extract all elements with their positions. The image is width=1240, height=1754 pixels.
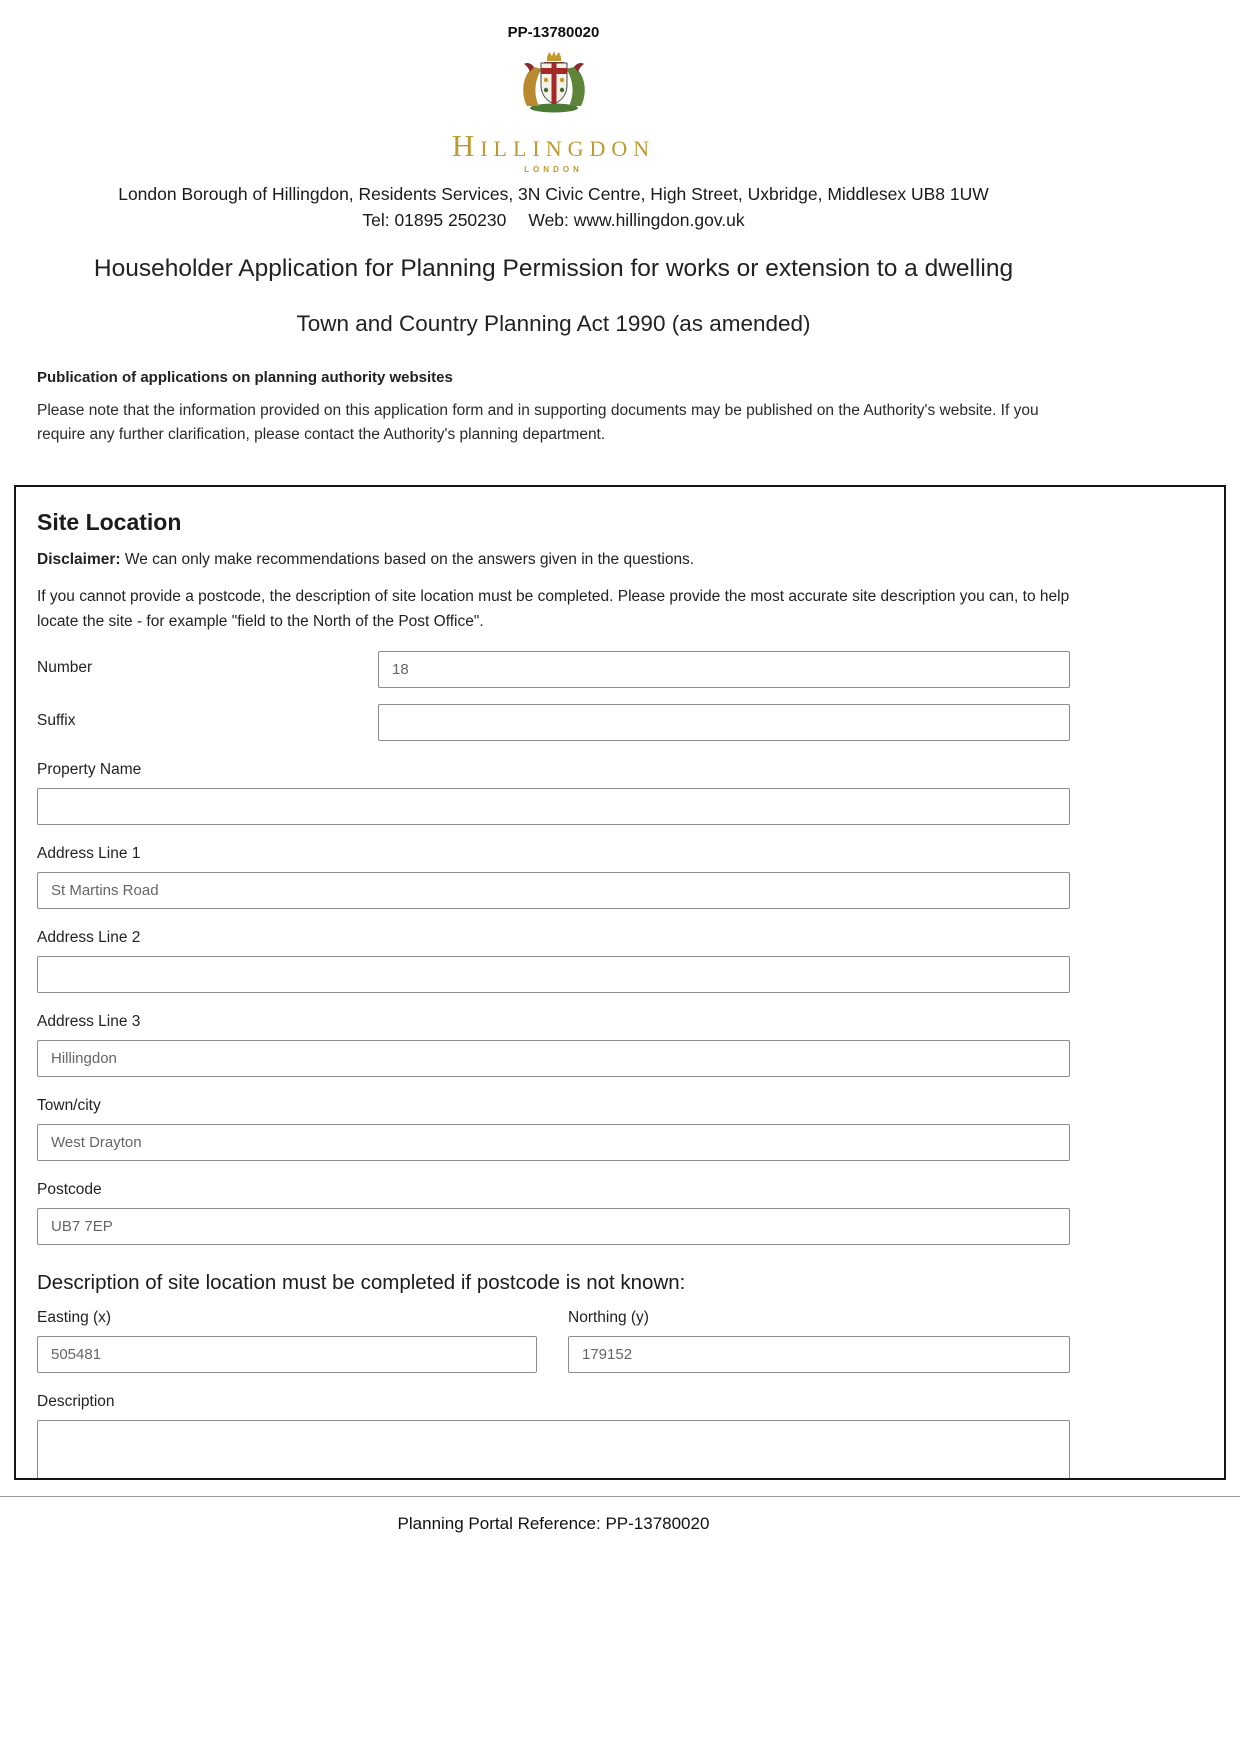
number-input[interactable] — [378, 651, 1070, 688]
field-address-line-1 — [37, 845, 1070, 909]
field-row-suffix — [37, 704, 1070, 741]
field-address-line-2 — [37, 929, 1070, 993]
northing-label: Northing (y) — [568, 1308, 649, 1326]
address-line-1-label: Address Line 1 — [37, 844, 141, 862]
field-property-name — [37, 761, 1070, 825]
description-requirement-heading: Description of site location must be completed if postcode is not known: — [37, 1270, 686, 1294]
disclaimer-text — [37, 551, 1070, 569]
footer-divider — [0, 1496, 1240, 1497]
hillingdon-crest-icon — [37, 49, 1070, 174]
form-subtitle: Town and Country Planning Act 1990 (as amended) — [296, 311, 811, 336]
field-town-city — [37, 1097, 1070, 1161]
form-title: Householder Application for Planning Permission for works or extension to a dwelling — [93, 255, 1014, 282]
field-address-line-3 — [37, 1013, 1070, 1077]
hillingdon-logo-wordmark: Hillingdon — [451, 128, 656, 163]
field-description — [37, 1393, 1070, 1480]
disclaimer-body: We can only make recommendations based on the answers given in the questions. — [120, 551, 695, 569]
postcode-label: Postcode — [37, 1180, 102, 1198]
property-name-label: Property Name — [37, 760, 142, 778]
address-line-2-label: Address Line 2 — [37, 928, 141, 946]
suffix-label: Suffix — [37, 711, 76, 729]
disclaimer-label: Disclaimer: — [37, 551, 121, 569]
address-line-3-label: Address Line 3 — [37, 1012, 141, 1030]
authority-address-line: London Borough of Hillingdon, Residents Services, 3N Civic Centre, High Street, Uxbridge, Middlesex UB8 1UW — [118, 184, 989, 204]
postcode-input[interactable] — [37, 1208, 1070, 1245]
authority-contact-line — [37, 210, 1070, 231]
property-name-input[interactable] — [37, 788, 1070, 825]
publication-heading: Publication of applications on planning authority websites — [37, 369, 453, 386]
number-label: Number — [37, 658, 93, 676]
address-line-3-input[interactable] — [37, 1040, 1070, 1077]
field-northing — [568, 1309, 1070, 1373]
field-row-number — [37, 651, 1070, 688]
address-line-2-input[interactable] — [37, 956, 1070, 993]
easting-label: Easting (x) — [37, 1308, 112, 1326]
field-easting — [37, 1309, 537, 1373]
section-heading: Site Location — [37, 509, 182, 536]
address-line-1-input[interactable] — [37, 872, 1070, 909]
description-label: Description — [37, 1392, 115, 1410]
site-location-section — [14, 485, 1226, 1480]
hillingdon-logo-subtext: LONDON — [524, 165, 583, 174]
page-header — [37, 0, 1070, 447]
town-city-input[interactable] — [37, 1124, 1070, 1161]
field-postcode — [37, 1181, 1070, 1245]
authority-tel: Tel: 01895 250230 — [362, 210, 507, 230]
publication-text: Please note that the information provided on this application form and in supporting documents may be published on the Authority's website. If you require any further clarification, please contact the Authority's planning department. — [37, 402, 1039, 444]
application-reference: PP-13780020 — [507, 24, 600, 41]
easting-input[interactable] — [37, 1336, 537, 1373]
town-city-label: Town/city — [37, 1096, 101, 1114]
coordinates-row — [37, 1309, 1070, 1373]
footer-reference: Planning Portal Reference: PP-13780020 — [397, 1514, 710, 1533]
site-location-intro: If you cannot provide a postcode, the description of site location must be completed. Please provide the most accurate site description you can, to help locate the site - for example "field to the North of the Post Office". — [37, 588, 1070, 630]
suffix-input[interactable] — [378, 704, 1070, 741]
description-textarea[interactable] — [37, 1420, 1070, 1480]
northing-input[interactable] — [568, 1336, 1070, 1373]
authority-web: Web: www.hillingdon.gov.uk — [528, 210, 745, 230]
